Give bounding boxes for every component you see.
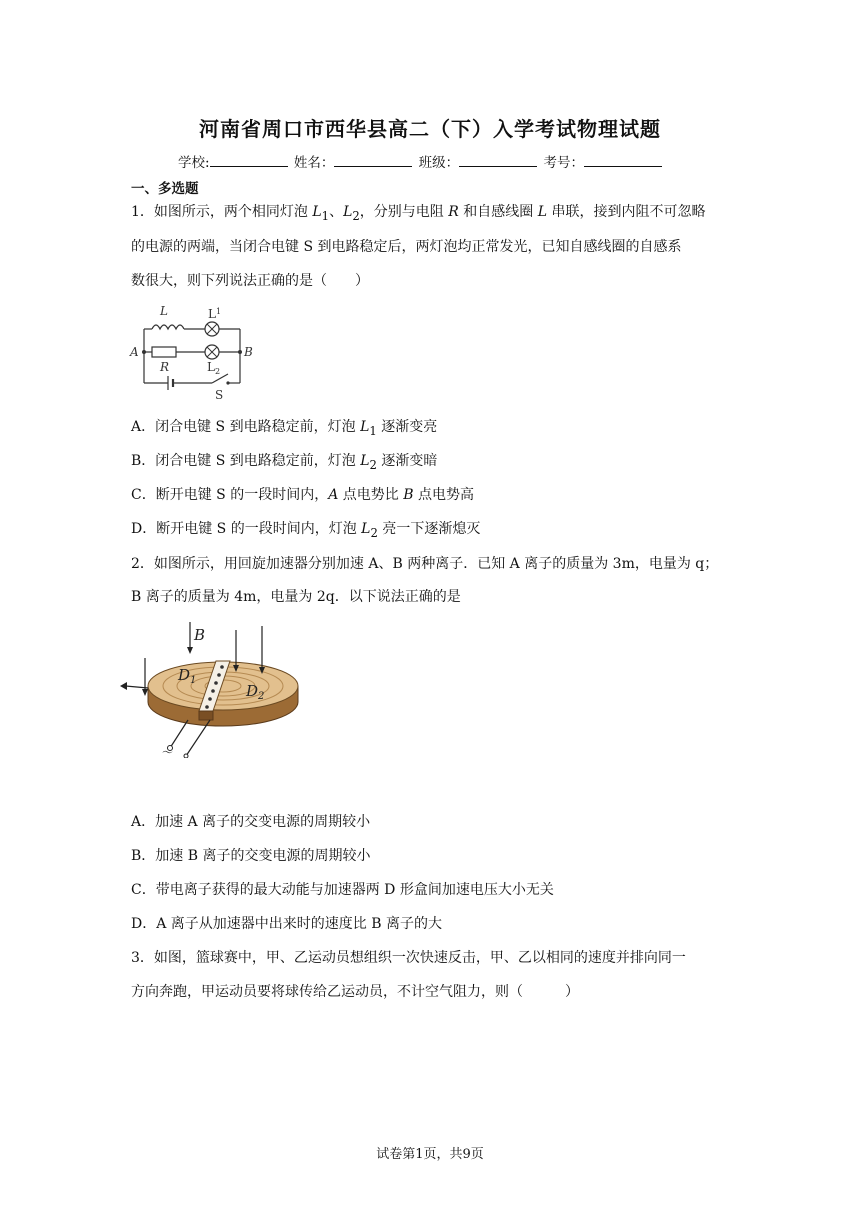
q1-option-b-l: L — [360, 453, 370, 469]
q1-option-d-text: D．断开电键 S 的一段时间内，灯泡 — [131, 521, 362, 537]
q1-option-b-end: 逐渐变暗 — [376, 453, 438, 469]
q1-text: ，分别与电阻 — [359, 204, 449, 220]
q1-r: R — [448, 204, 459, 220]
class-label: 班级： — [418, 155, 460, 171]
q1-option-a-sub: 1 — [369, 423, 377, 438]
q2-line-1: 2．如图所示，用回旋加速器分别加速 A、B 两种离子．已知 A 离子的质量为 3m，电量为 q； — [131, 556, 719, 572]
fig-label-d1: $D_1$ — [178, 666, 197, 686]
page-footer: 试卷第1页，共9页 — [376, 1147, 484, 1162]
q1-option-a-end: 逐渐变亮 — [376, 419, 438, 435]
q2-option-d: D．A 离子从加速器中出来时的速度比 B 离子的大 — [131, 916, 442, 932]
page-title: 河南省周口市西华县高二（下）入学考试物理试题 — [199, 117, 661, 141]
fig-label-a: A — [130, 345, 139, 359]
q1-option-c-text3: 点电势高 — [413, 487, 474, 503]
fig-label-b-field: B — [194, 626, 206, 644]
q3-line-1: 3．如图，篮球赛中，甲、乙运动员想组织一次快速反击，甲、乙以相同的速度并排向同一 — [131, 950, 686, 966]
section-heading: 一、多选题 — [131, 181, 199, 197]
fig-label-r: R — [160, 360, 170, 374]
q1-option-a — [131, 416, 437, 438]
q2-option-c: C．带电离子获得的最大动能与加速器两 D 形盒间加速电压大小无关 — [131, 882, 554, 898]
fig-label-l: L — [160, 304, 168, 318]
q1-line-2: 的电源的两端，当闭合电键 S 到电路稳定后，两灯泡均正常发光，已知自感线圈的自感系 — [131, 239, 682, 255]
fig-label-l1: $L^1$ — [208, 307, 222, 321]
q1-option-a-text: A．闭合电键 S 到电路稳定前，灯泡 — [131, 419, 361, 435]
circuit-diagram — [128, 300, 256, 402]
q1-option-a-l: L — [360, 419, 370, 435]
school-blank — [210, 154, 288, 167]
q1-option-c-text: C．断开电键 S 的一段时间内， — [131, 487, 329, 503]
q1-option-b-text: B．闭合电键 S 到电路稳定前，灯泡 — [131, 453, 361, 469]
fig-label-s: S — [215, 388, 224, 402]
q1-text: 1．如图所示，两个相同灯泡 — [131, 204, 313, 220]
q3-line-2: 方向奔跑，甲运动员要将球传给乙运动员，不计空气阻力，则（ ） — [131, 984, 579, 1000]
q2-line-2: B 离子的质量为 4m，电量为 2q．以下说法正确的是 — [131, 589, 461, 605]
q1-option-d-l: L — [361, 521, 371, 537]
fig-label-b: B — [244, 345, 253, 359]
q1-l2: L — [343, 204, 353, 220]
q2-option-b: B．加速 B 离子的交变电源的周期较小 — [131, 848, 371, 864]
school-label: 学校: — [178, 155, 210, 171]
name-label: 姓名： — [293, 155, 335, 171]
q1-l: L — [537, 204, 547, 220]
q1-l2-sub: 2 — [352, 208, 360, 223]
student-info-row — [178, 151, 664, 171]
q1-line-1 — [131, 201, 705, 223]
q1-option-c-a: A — [328, 487, 339, 503]
q1-option-d-end: 亮一下逐渐熄灭 — [377, 521, 481, 537]
fig-label-l2: $L_2$ — [207, 360, 221, 376]
q1-option-c-b: B — [403, 487, 414, 503]
q1-text: 串联，接到内阻不可忽略 — [547, 204, 706, 220]
cyclotron-diagram — [118, 620, 308, 758]
q1-option-d-sub: 2 — [370, 525, 378, 540]
class-blank — [459, 154, 537, 167]
q1-option-c-text2: 点电势比 — [338, 487, 404, 503]
exam-no-blank — [584, 154, 662, 167]
q2-option-a: A．加速 A 离子的交变电源的周期较小 — [131, 814, 371, 830]
q1-sep: 、 — [329, 204, 344, 220]
q1-l1: L — [312, 204, 322, 220]
q1-line-3: 数很大，则下列说法正确的是（ ） — [131, 273, 369, 289]
q1-text: 和自感线圈 — [458, 204, 538, 220]
name-blank — [334, 154, 412, 167]
exam-no-label: 考号： — [543, 155, 584, 171]
q1-l1-sub: 1 — [321, 208, 330, 223]
ac-source-icon: ～ — [162, 746, 173, 758]
q1-option-d — [131, 518, 480, 540]
q1-option-c — [131, 484, 474, 504]
q1-option-b-sub: 2 — [369, 457, 377, 472]
q1-option-b — [131, 450, 437, 472]
fig-label-d2: $D_2$ — [246, 682, 265, 702]
